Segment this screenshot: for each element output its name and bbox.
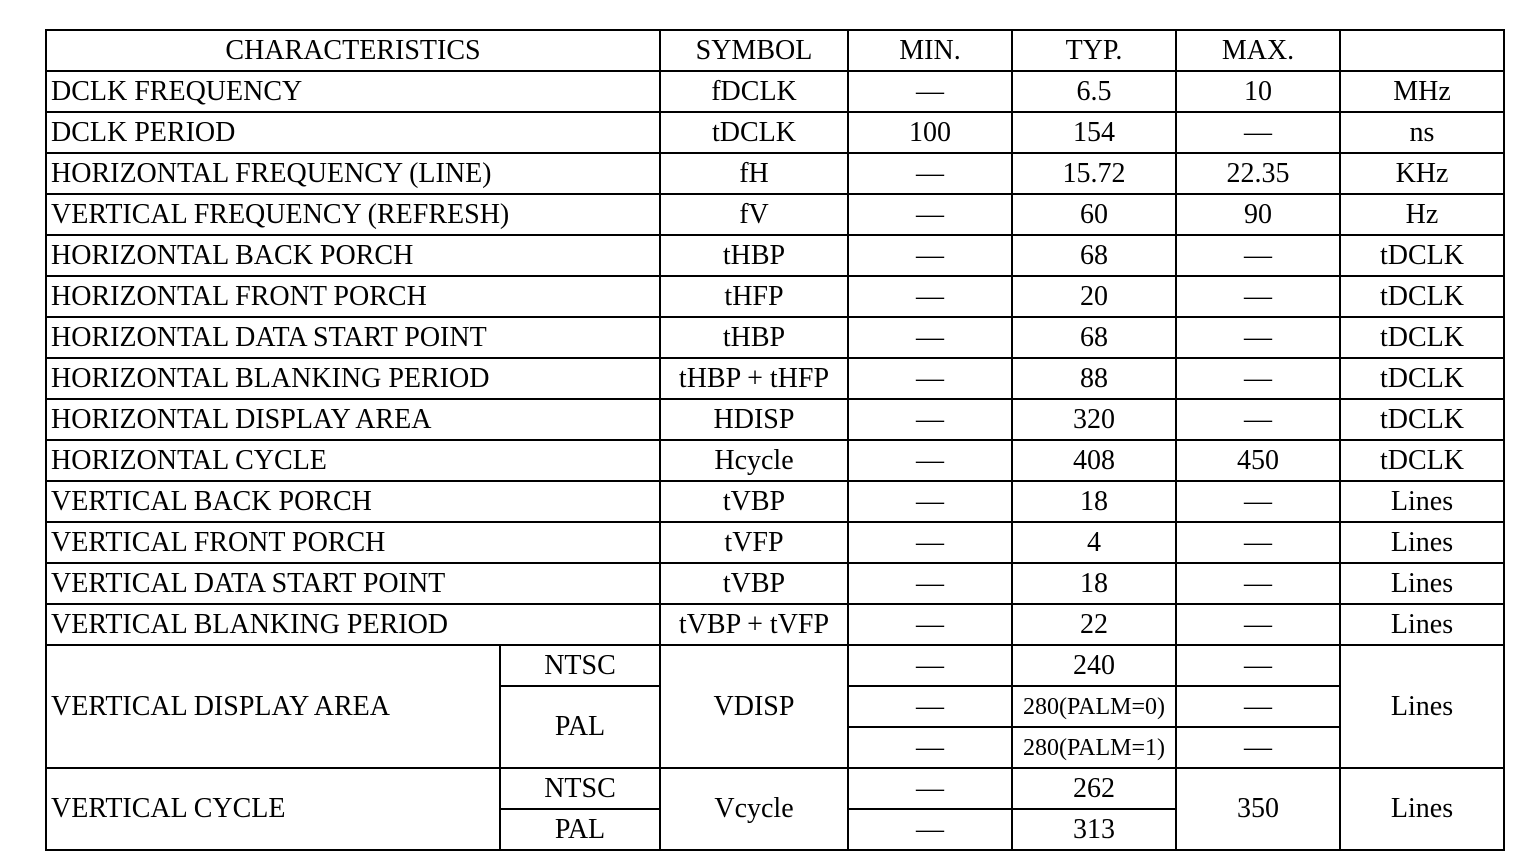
row-unit: ns <box>1340 112 1504 153</box>
row-min: — <box>848 522 1012 563</box>
vdisp-ntsc-row <box>46 645 1504 686</box>
row-symbol: tVBP <box>660 563 848 604</box>
row-min: 100 <box>848 112 1012 153</box>
row-characteristic: HORIZONTAL DISPLAY AREA <box>46 399 660 440</box>
table-row <box>46 399 1504 440</box>
row-symbol: tHBP <box>660 317 848 358</box>
row-characteristic: VERTICAL BLANKING PERIOD <box>46 604 660 645</box>
row-symbol: tVFP <box>660 522 848 563</box>
vdisp-pal-b-max: — <box>1176 727 1340 768</box>
table-row <box>46 481 1504 522</box>
row-min: — <box>848 194 1012 235</box>
vdisp-pal-a-max: — <box>1176 686 1340 727</box>
row-min: — <box>848 235 1012 276</box>
row-typ: 88 <box>1012 358 1176 399</box>
header-min: MIN. <box>848 30 1012 71</box>
table-row <box>46 604 1504 645</box>
row-typ: 22 <box>1012 604 1176 645</box>
row-symbol: tDCLK <box>660 112 848 153</box>
header-row <box>46 30 1504 71</box>
row-min: — <box>848 317 1012 358</box>
table-row <box>46 522 1504 563</box>
row-min: — <box>848 604 1012 645</box>
row-typ: 20 <box>1012 276 1176 317</box>
row-characteristic: HORIZONTAL BACK PORCH <box>46 235 660 276</box>
row-min: — <box>848 399 1012 440</box>
row-unit: Lines <box>1340 604 1504 645</box>
table-row <box>46 440 1504 481</box>
row-characteristic: DCLK PERIOD <box>46 112 660 153</box>
vdisp-characteristic: VERTICAL DISPLAY AREA <box>46 645 500 768</box>
table-row <box>46 317 1504 358</box>
row-unit: MHz <box>1340 71 1504 112</box>
row-symbol: tVBP + tVFP <box>660 604 848 645</box>
row-min: — <box>848 71 1012 112</box>
row-characteristic: DCLK FREQUENCY <box>46 71 660 112</box>
table-row <box>46 358 1504 399</box>
row-max: — <box>1176 399 1340 440</box>
row-typ: 60 <box>1012 194 1176 235</box>
vcycle-ntsc-row <box>46 768 1504 809</box>
vcycle-pal-typ: 313 <box>1012 809 1176 850</box>
row-symbol: HDISP <box>660 399 848 440</box>
row-typ: 6.5 <box>1012 71 1176 112</box>
row-min: — <box>848 481 1012 522</box>
row-characteristic: HORIZONTAL DATA START POINT <box>46 317 660 358</box>
row-max: — <box>1176 317 1340 358</box>
vcycle-pal-min: — <box>848 809 1012 850</box>
table-row <box>46 235 1504 276</box>
row-max: 450 <box>1176 440 1340 481</box>
row-symbol: tVBP <box>660 481 848 522</box>
row-typ: 18 <box>1012 563 1176 604</box>
row-unit: tDCLK <box>1340 440 1504 481</box>
row-max: 22.35 <box>1176 153 1340 194</box>
vdisp-symbol: VDISP <box>660 645 848 768</box>
row-symbol: tHFP <box>660 276 848 317</box>
row-unit: tDCLK <box>1340 276 1504 317</box>
row-min: — <box>848 153 1012 194</box>
row-symbol: fV <box>660 194 848 235</box>
row-characteristic: HORIZONTAL BLANKING PERIOD <box>46 358 660 399</box>
row-max: — <box>1176 358 1340 399</box>
table-row <box>46 153 1504 194</box>
row-characteristic: VERTICAL BACK PORCH <box>46 481 660 522</box>
row-unit: Lines <box>1340 481 1504 522</box>
vdisp-ntsc-max: — <box>1176 645 1340 686</box>
vcycle-symbol: Vcycle <box>660 768 848 850</box>
row-typ: 408 <box>1012 440 1176 481</box>
row-typ: 320 <box>1012 399 1176 440</box>
row-min: — <box>848 563 1012 604</box>
row-typ: 18 <box>1012 481 1176 522</box>
row-symbol: Hcycle <box>660 440 848 481</box>
row-typ: 68 <box>1012 317 1176 358</box>
row-unit: Hz <box>1340 194 1504 235</box>
row-max: 10 <box>1176 71 1340 112</box>
vcycle-ntsc-label: NTSC <box>500 768 660 809</box>
row-unit: Lines <box>1340 522 1504 563</box>
row-symbol: fDCLK <box>660 71 848 112</box>
vdisp-ntsc-typ: 240 <box>1012 645 1176 686</box>
vdisp-pal-label: PAL <box>500 686 660 768</box>
header-typ: TYP. <box>1012 30 1176 71</box>
row-max: — <box>1176 563 1340 604</box>
row-characteristic: VERTICAL FRONT PORCH <box>46 522 660 563</box>
row-max: — <box>1176 276 1340 317</box>
vdisp-pal-b-typ: 280(PALM=1) <box>1012 727 1176 768</box>
row-typ: 154 <box>1012 112 1176 153</box>
vcycle-max: 350 <box>1176 768 1340 850</box>
vcycle-ntsc-typ: 262 <box>1012 768 1176 809</box>
vcycle-unit: Lines <box>1340 768 1504 850</box>
row-max: — <box>1176 481 1340 522</box>
vdisp-pal-b-min: — <box>848 727 1012 768</box>
header-unit <box>1340 30 1504 71</box>
table-row <box>46 276 1504 317</box>
vdisp-pal-a-min: — <box>848 686 1012 727</box>
row-max: — <box>1176 604 1340 645</box>
row-typ: 68 <box>1012 235 1176 276</box>
row-unit: tDCLK <box>1340 317 1504 358</box>
row-max: — <box>1176 235 1340 276</box>
row-max: — <box>1176 522 1340 563</box>
row-characteristic: HORIZONTAL FREQUENCY (LINE) <box>46 153 660 194</box>
row-unit: KHz <box>1340 153 1504 194</box>
table-row <box>46 563 1504 604</box>
row-unit: Lines <box>1340 563 1504 604</box>
vcycle-characteristic: VERTICAL CYCLE <box>46 768 500 850</box>
row-typ: 15.72 <box>1012 153 1176 194</box>
row-max: 90 <box>1176 194 1340 235</box>
row-unit: tDCLK <box>1340 235 1504 276</box>
timing-characteristics-table <box>45 29 1505 851</box>
header-max: MAX. <box>1176 30 1340 71</box>
vdisp-ntsc-min: — <box>848 645 1012 686</box>
row-symbol: fH <box>660 153 848 194</box>
table-row <box>46 194 1504 235</box>
row-characteristic: VERTICAL DATA START POINT <box>46 563 660 604</box>
vcycle-pal-label: PAL <box>500 809 660 850</box>
row-unit: tDCLK <box>1340 399 1504 440</box>
vcycle-ntsc-min: — <box>848 768 1012 809</box>
vdisp-unit: Lines <box>1340 645 1504 768</box>
header-characteristics: CHARACTERISTICS <box>46 30 660 71</box>
row-min: — <box>848 276 1012 317</box>
vdisp-pal-a-typ: 280(PALM=0) <box>1012 686 1176 727</box>
row-characteristic: HORIZONTAL FRONT PORCH <box>46 276 660 317</box>
header-symbol: SYMBOL <box>660 30 848 71</box>
row-characteristic: VERTICAL FREQUENCY (REFRESH) <box>46 194 660 235</box>
table-row <box>46 112 1504 153</box>
vdisp-ntsc-label: NTSC <box>500 645 660 686</box>
row-symbol: tHBP + tHFP <box>660 358 848 399</box>
row-min: — <box>848 358 1012 399</box>
table-row <box>46 71 1504 112</box>
row-symbol: tHBP <box>660 235 848 276</box>
row-unit: tDCLK <box>1340 358 1504 399</box>
row-characteristic: HORIZONTAL CYCLE <box>46 440 660 481</box>
row-min: — <box>848 440 1012 481</box>
row-typ: 4 <box>1012 522 1176 563</box>
row-max: — <box>1176 112 1340 153</box>
